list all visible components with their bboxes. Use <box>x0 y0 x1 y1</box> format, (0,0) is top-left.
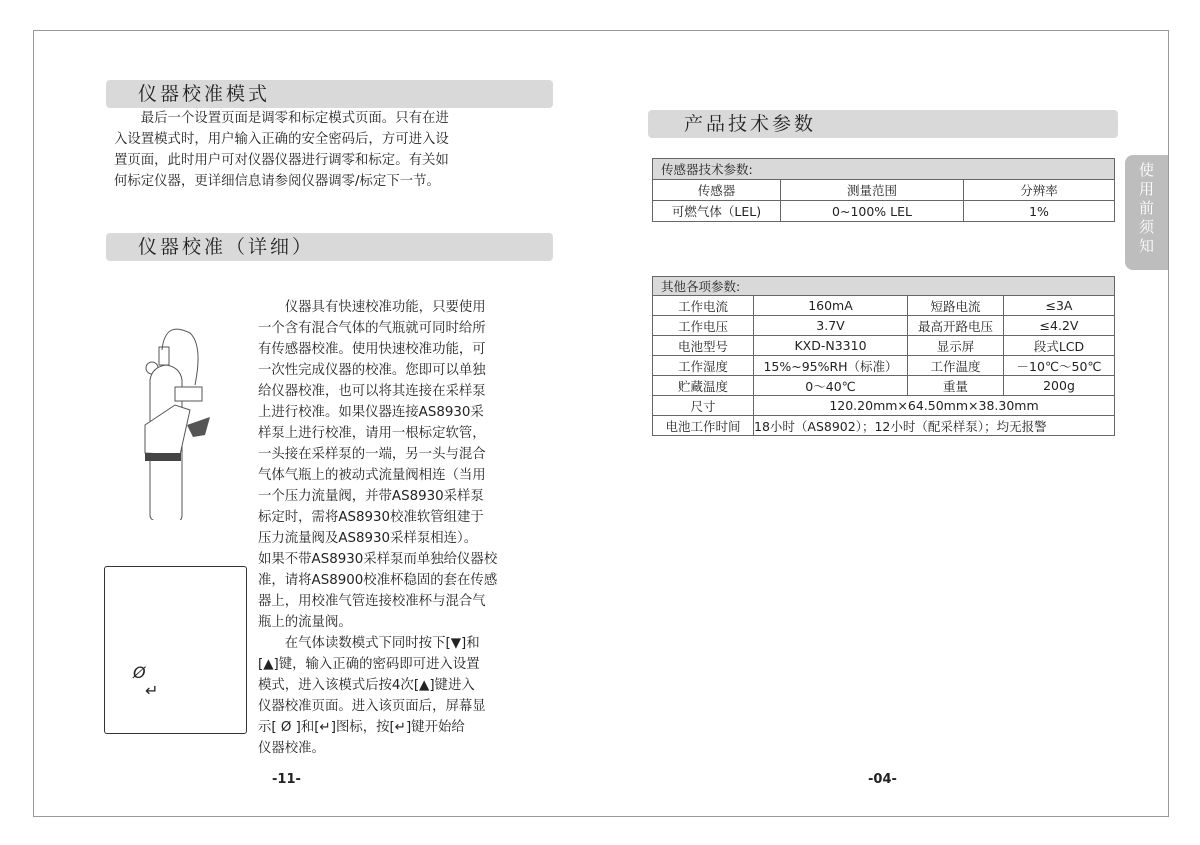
table-caption: 其他各项参数: <box>653 277 1115 296</box>
enter-icon: ↵ <box>145 681 159 700</box>
table-cell: 120.20mm×64.50mm×38.30mm <box>754 396 1115 416</box>
table-cell: 短路电流 <box>908 296 1004 316</box>
side-tab-char: 知 <box>1138 237 1154 255</box>
paragraph-line: 有传感器校准。使用快速校准功能，可 <box>258 342 486 357</box>
table-cell: 段式LCD <box>1004 336 1115 356</box>
paragraph-line: 一个压力流量阀，并带AS8930采样泵 <box>258 489 484 504</box>
paragraph-line: 器上，用校准气管连接校准杯与混合气 <box>258 594 486 609</box>
paragraph-line: 置页面，此时用户可对仪器仪器进行调零和标定。有关如 <box>114 153 449 168</box>
zero-symbol-icon: Ø <box>133 663 146 682</box>
table-row <box>653 316 1115 336</box>
table-cell: 工作电压 <box>653 316 754 336</box>
section-heading-calibration-detail: 仪器校准（详细） <box>106 233 553 261</box>
other-spec-table <box>652 276 1115 436</box>
paragraph-line: [▲]键，输入正确的密码即可进入设置 <box>258 657 480 672</box>
page-number-right: -04- <box>868 772 897 787</box>
table-cell: 工作湿度 <box>653 356 754 376</box>
table-row <box>653 296 1115 316</box>
table-cell: 工作电流 <box>653 296 754 316</box>
gas-cylinder-illustration <box>135 325 215 520</box>
paragraph-line: 何标定仪器，更详细信息请参阅仪器调零/标定下一节。 <box>114 174 440 189</box>
paragraph-line: 一个含有混合气体的气瓶就可同时给所 <box>258 321 486 336</box>
table-header: 测量范围 <box>781 180 964 201</box>
calibration-detail-paragraph <box>258 297 497 759</box>
table-cell: 尺寸 <box>653 396 754 416</box>
paragraph-line: 样泵上进行校准，请用一根标定软管， <box>258 426 486 441</box>
side-tab-before-use[interactable] <box>1125 155 1168 270</box>
table-cell: ≤4.2V <box>1004 316 1115 336</box>
paragraph-line: 入设置模式时，用户输入正确的安全密码后，方可进入设 <box>114 132 449 147</box>
table-cell: ≤3A <box>1004 296 1115 316</box>
table-row <box>653 376 1115 396</box>
page-number-left: -11- <box>272 772 301 787</box>
table-cell: 1% <box>964 201 1115 222</box>
side-tab-char: 用 <box>1138 180 1154 198</box>
table-cell: 贮藏温度 <box>653 376 754 396</box>
table-cell: 电池型号 <box>653 336 754 356</box>
table-cell: 160mA <box>754 296 908 316</box>
paragraph-line: 给仪器校准，也可以将其连接在采样泵 <box>258 384 486 399</box>
table-cell: 3.7V <box>754 316 908 336</box>
table-cell: 0~100% LEL <box>781 201 964 222</box>
calibration-mode-paragraph <box>114 108 449 192</box>
paragraph-line: 在气体读数模式下同时按下[▼]和 <box>258 636 480 651</box>
table-row <box>653 416 1115 436</box>
paragraph-line: 准，请将AS8900校准杯稳固的套在传感 <box>258 573 498 588</box>
table-row <box>653 396 1115 416</box>
table-cell: 重量 <box>908 376 1004 396</box>
table-cell: 15%~95%RH（标准） <box>754 356 908 376</box>
paragraph-line: 最后一个设置页面是调零和标定模式页面。只有在进 <box>114 111 449 126</box>
side-tab-char: 使 <box>1138 161 1154 179</box>
table-cell: 显示屏 <box>908 336 1004 356</box>
paragraph-line: 气体气瓶上的被动式流量阀相连（当用 <box>258 468 486 483</box>
table-cell: 200g <box>1004 376 1115 396</box>
section-heading-specs: 产品技术参数 <box>648 110 1118 138</box>
table-header: 分辨率 <box>964 180 1115 201</box>
side-tab-char: 须 <box>1138 218 1154 236</box>
paragraph-line: 瓶上的流量阀。 <box>258 615 352 630</box>
sensor-spec-table <box>652 158 1115 222</box>
paragraph-line: 模式，进入该模式后按4次[▲]键进入 <box>258 678 475 693</box>
paragraph-line: 仪器校准。 <box>258 741 325 756</box>
table-row <box>653 336 1115 356</box>
paragraph-line: 标定时，需将AS8930校准软管组建于 <box>258 510 484 525</box>
paragraph-line: 仪器校准页面。进入该页面后，屏幕显 <box>258 699 486 714</box>
table-cell: 18小时（AS8902）；12小时（配采样泵）；均无报警 <box>754 416 1115 436</box>
paragraph-line: 压力流量阀及AS8930采样泵相连）。 <box>258 531 478 546</box>
paragraph-line: 上进行校准。如果仪器连接AS8930采 <box>258 405 484 420</box>
table-cell: KXD-N3310 <box>754 336 908 356</box>
table-cell: 最高开路电压 <box>908 316 1004 336</box>
table-header: 传感器 <box>653 180 781 201</box>
table-cell: 电池工作时间 <box>653 416 754 436</box>
lcd-display-illustration <box>104 566 247 734</box>
table-caption: 传感器技术参数: <box>653 159 1115 180</box>
section-heading-calibration-mode: 仪器校准模式 <box>106 80 553 108</box>
table-cell: 0～40℃ <box>754 376 908 396</box>
table-cell: －10℃～50℃ <box>1004 356 1115 376</box>
table-cell: 可燃气体（LEL) <box>653 201 781 222</box>
table-cell: 工作温度 <box>908 356 1004 376</box>
side-tab-char: 前 <box>1138 199 1154 217</box>
paragraph-line: 一次性完成仪器的校准。您即可以单独 <box>258 363 486 378</box>
paragraph-line: 一头接在采样泵的一端，另一头与混合 <box>258 447 486 462</box>
table-row <box>653 356 1115 376</box>
paragraph-line: 如果不带AS8930采样泵而单独给仪器校 <box>258 552 498 567</box>
paragraph-line: 示[ Ø ]和[↵]图标，按[↵]键开始给 <box>258 720 465 735</box>
paragraph-line: 仪器具有快速校准功能，只要使用 <box>258 300 486 315</box>
